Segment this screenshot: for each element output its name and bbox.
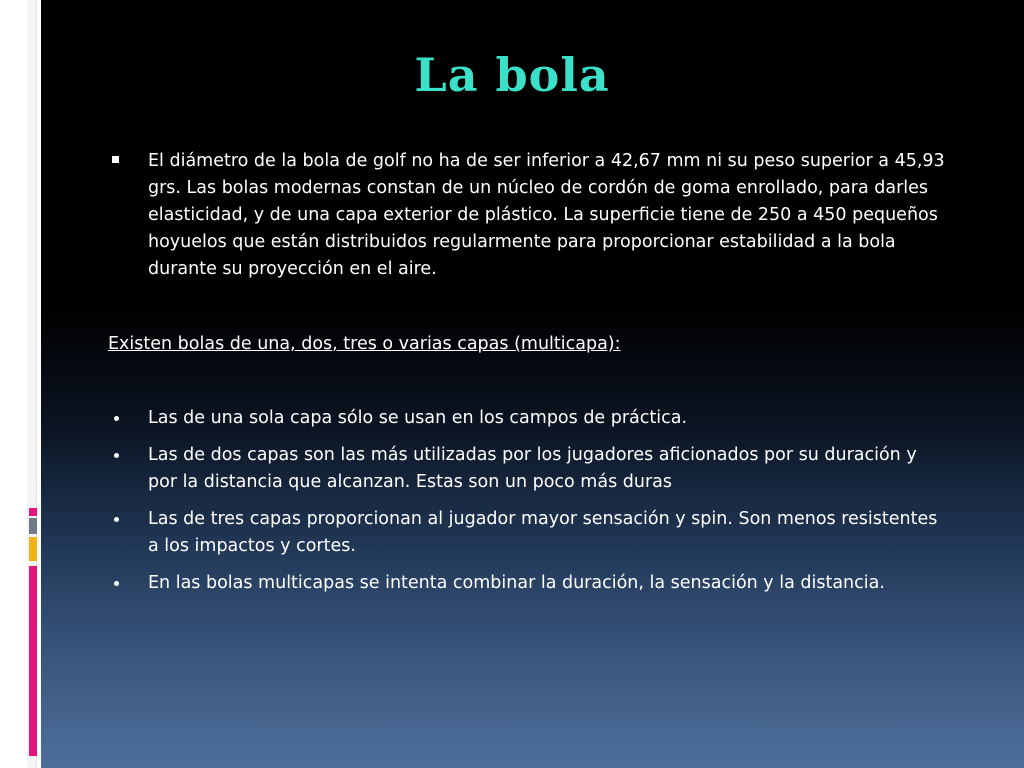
- list-item-text: Las de tres capas proporcionan al jugador mayor sensación y spin. Son menos resistentes a los impactos y cortes.: [148, 509, 938, 556]
- list-item: [108, 442, 948, 496]
- list-item-text: En las bolas multicapas se intenta combinar la duración, la sensación y la distancia.: [148, 573, 885, 593]
- decor-pink-bar-long: [29, 566, 37, 756]
- intro-paragraph-text: El diámetro de la bola de golf no ha de ser inferior a 42,67 mm ni su peso superior a 45,93 grs. Las bolas modernas constan de un núcleo de cordón de goma enrollado, para darles elasticidad, y de una capa exterior de plástico. La superficie tiene de 250 a 450 pequeños hoyuelos que están distribuidos regularmente para proporcionar estabilidad a la bola durante su proyección en el aire.: [148, 151, 945, 279]
- decor-yellow-bar: [29, 537, 37, 561]
- decor-gray-bar: [29, 518, 37, 534]
- list-item-text: Las de una sola capa sólo se usan en los campos de práctica.: [148, 408, 688, 428]
- dot-bullet-icon: [114, 581, 119, 586]
- slide-title: La bola: [414, 48, 610, 102]
- intro-paragraph: [108, 148, 948, 283]
- subheading: Existen bolas de una, dos, tres o varias capas (multicapa):: [108, 334, 621, 354]
- left-decor-strip: [0, 0, 41, 768]
- list-item-text: Las de dos capas son las más utilizadas por los jugadores aficionados por su duración y por la distancia que alcanzan. Estas son un poco más duras: [148, 445, 917, 492]
- list-item: [108, 506, 948, 560]
- dot-bullet-icon: [114, 416, 119, 421]
- square-bullet-icon: [112, 156, 119, 163]
- slide-content: [108, 148, 948, 607]
- dot-bullet-icon: [114, 517, 119, 522]
- list-item: [108, 405, 948, 432]
- list-item: [108, 570, 948, 597]
- dot-bullet-icon: [114, 453, 119, 458]
- decor-pink-bar-small: [29, 508, 37, 516]
